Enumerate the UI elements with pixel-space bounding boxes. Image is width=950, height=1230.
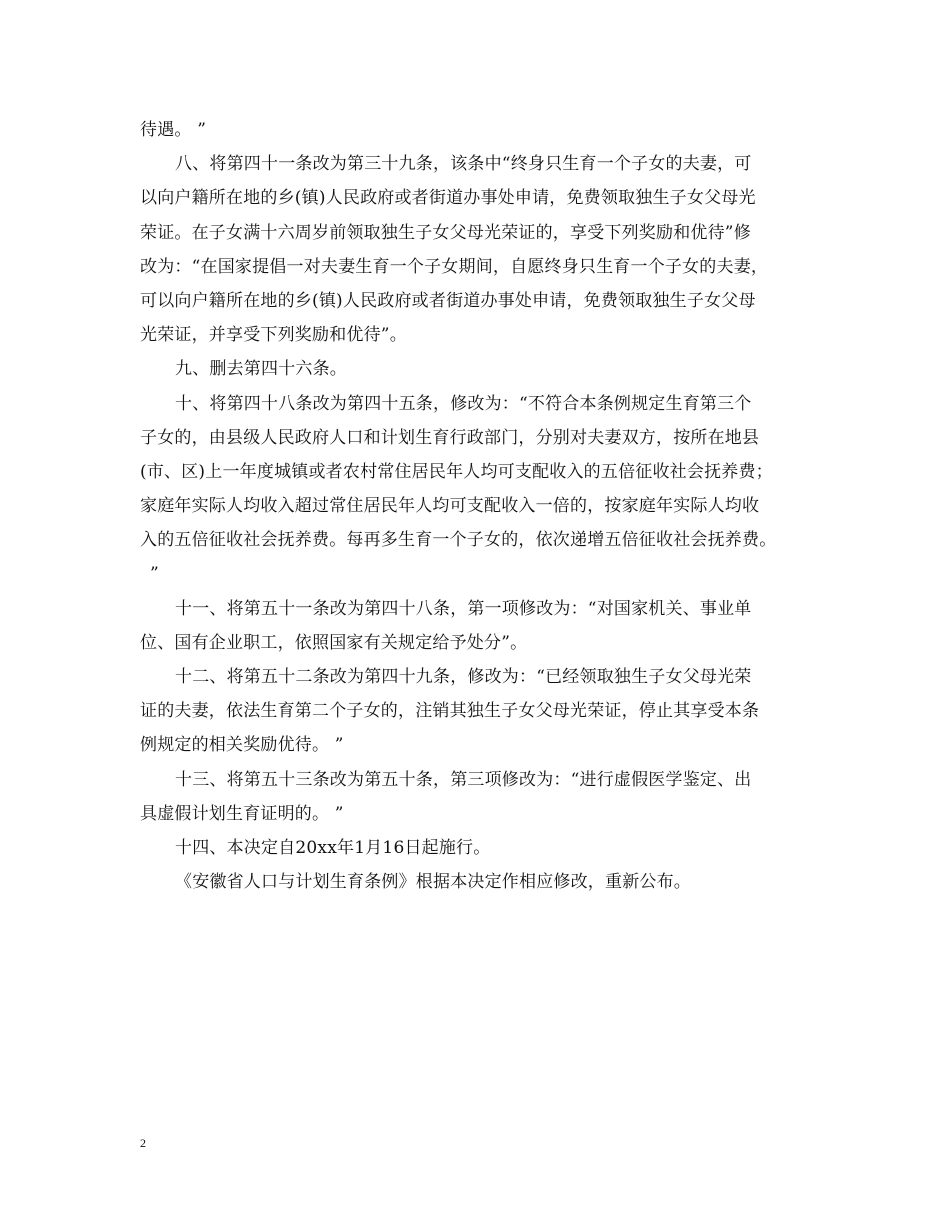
text-line: (市、区)上一年度城镇或者农村常住居民年人均可支配收入的五倍征收社会抚养费； bbox=[140, 461, 773, 482]
text-line: 待遇。 ” bbox=[140, 120, 207, 140]
document-body bbox=[140, 113, 825, 899]
text-line: ” bbox=[150, 564, 159, 585]
text-line: 例规定的相关奖励优待。 ” bbox=[140, 735, 344, 756]
text-line: 子女的，由县级人民政府人口和计划生育行政部门，分别对夫妻双方，按所在地县 bbox=[140, 427, 760, 448]
text-line: 可以向户籍所在地的乡(镇)人民政府或者街道办事处申请，免费领取独生子女父母 bbox=[140, 290, 756, 311]
text-line: 以向户籍所在地的乡(镇)人民政府或者街道办事处申请，免费领取独生子女父母光 bbox=[140, 188, 756, 209]
text-line: 九、删去第四十六条。 bbox=[175, 359, 347, 380]
text-line: 证的夫妻，依法生育第二个子女的，注销其独生子女父母光荣证，停止其享受本条 bbox=[140, 701, 760, 722]
text-line: 十、将第四十八条改为第四十五条，修改为：“不符合本条例规定生育第三个 bbox=[175, 393, 752, 414]
text-line: 位、国有企业职工，依照国家有关规定给予处分”。 bbox=[140, 632, 528, 653]
text-line: 十一、将第五十一条改为第四十八条，第一项修改为：“对国家机关、事业单 bbox=[175, 598, 752, 619]
text-line: 光荣证，并享受下列奖励和优待”。 bbox=[140, 325, 407, 346]
text-line: 改为：“在国家提倡一对夫妻生育一个子女期间，自愿终身只生育一个子女的夫妻， bbox=[140, 256, 769, 277]
page-number: 2 bbox=[140, 1136, 146, 1150]
text-line: 《安徽省人口与计划生育条例》根据本决定作相应修改，重新公布。 bbox=[175, 872, 691, 893]
text-line: 十二、将第五十二条改为第四十九条，修改为：“已经领取独生子女父母光荣 bbox=[175, 667, 752, 687]
text-line: 家庭年实际人均收入超过常住居民年人均可支配收入一倍的，按家庭年实际人均收 bbox=[140, 496, 760, 517]
text-line: 八、将第四十一条改为第三十九条，该条中“终身只生育一个子女的夫妻，可 bbox=[175, 154, 752, 175]
text-line: 入的五倍征收社会抚养费。每再多生育一个子女的，依次递增五倍征收社会抚养费。 bbox=[140, 530, 777, 551]
text-line: 十三、将第五十三条改为第五十条，第三项修改为：“进行虚假医学鉴定、出 bbox=[175, 769, 752, 790]
text-line: 十四、本决定自20xx年1月16日起施行。 bbox=[175, 837, 491, 858]
text-line: 荣证。在子女满十六周岁前领取独生子女父母光荣证的，享受下列奖励和优待”修 bbox=[140, 222, 751, 243]
text-line: 具虚假计划生育证明的。 ” bbox=[140, 803, 344, 824]
